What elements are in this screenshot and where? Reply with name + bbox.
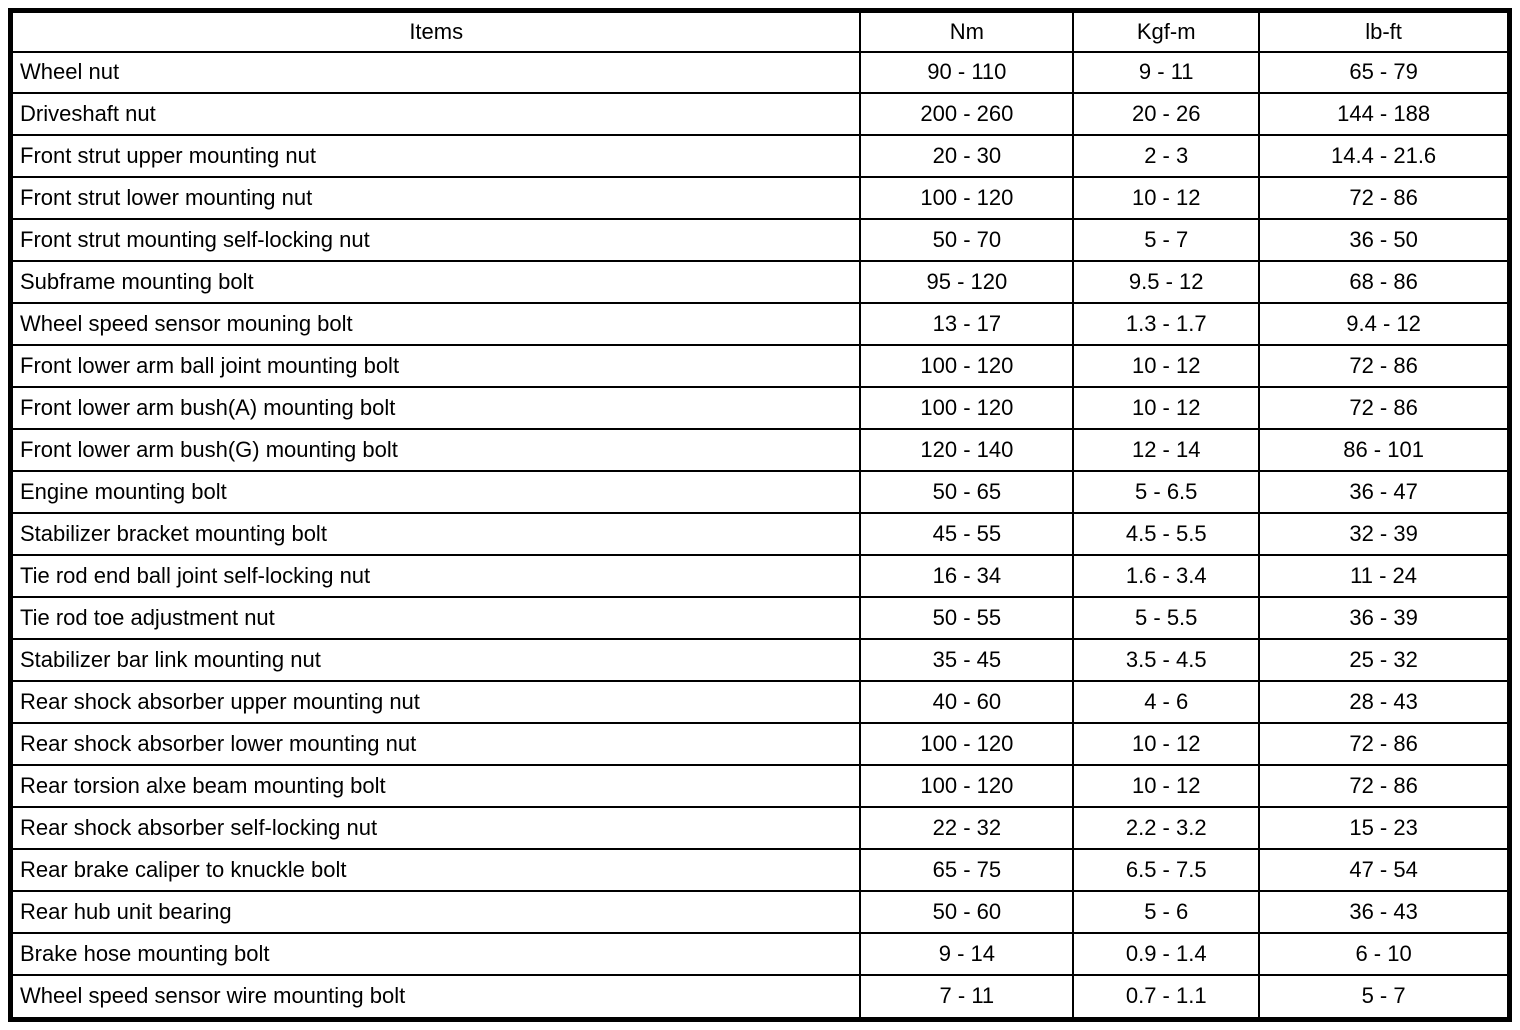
- torque-value-cell: 86 - 101: [1259, 429, 1509, 471]
- table-row: [11, 93, 1510, 135]
- torque-value-cell: 65 - 75: [860, 849, 1073, 891]
- item-name-cell: Rear shock absorber lower mounting nut: [11, 723, 861, 765]
- table-row: [11, 345, 1510, 387]
- item-name-cell: Tie rod toe adjustment nut: [11, 597, 861, 639]
- torque-value-cell: 36 - 50: [1259, 219, 1509, 261]
- torque-value-cell: 50 - 65: [860, 471, 1073, 513]
- torque-value-cell: 10 - 12: [1073, 177, 1259, 219]
- torque-value-cell: 25 - 32: [1259, 639, 1509, 681]
- torque-value-cell: 144 - 188: [1259, 93, 1509, 135]
- table-row: [11, 681, 1510, 723]
- table-row: [11, 429, 1510, 471]
- torque-value-cell: 72 - 86: [1259, 765, 1509, 807]
- torque-value-cell: 6 - 10: [1259, 933, 1509, 975]
- column-header-items: Items: [11, 11, 861, 52]
- torque-value-cell: 4.5 - 5.5: [1073, 513, 1259, 555]
- torque-value-cell: 65 - 79: [1259, 52, 1509, 94]
- torque-value-cell: 47 - 54: [1259, 849, 1509, 891]
- torque-value-cell: 50 - 55: [860, 597, 1073, 639]
- torque-value-cell: 16 - 34: [860, 555, 1073, 597]
- table-row: [11, 639, 1510, 681]
- item-name-cell: Front strut mounting self-locking nut: [11, 219, 861, 261]
- torque-value-cell: 22 - 32: [860, 807, 1073, 849]
- table-row: [11, 471, 1510, 513]
- table-row: [11, 52, 1510, 94]
- table-row: [11, 849, 1510, 891]
- torque-value-cell: 36 - 43: [1259, 891, 1509, 933]
- item-name-cell: Wheel nut: [11, 52, 861, 94]
- table-row: [11, 597, 1510, 639]
- torque-value-cell: 0.9 - 1.4: [1073, 933, 1259, 975]
- item-name-cell: Front lower arm bush(A) mounting bolt: [11, 387, 861, 429]
- item-name-cell: Wheel speed sensor mouning bolt: [11, 303, 861, 345]
- torque-value-cell: 95 - 120: [860, 261, 1073, 303]
- torque-value-cell: 32 - 39: [1259, 513, 1509, 555]
- torque-value-cell: 35 - 45: [860, 639, 1073, 681]
- torque-value-cell: 36 - 39: [1259, 597, 1509, 639]
- torque-value-cell: 72 - 86: [1259, 387, 1509, 429]
- table-row: [11, 219, 1510, 261]
- torque-value-cell: 68 - 86: [1259, 261, 1509, 303]
- torque-value-cell: 9.4 - 12: [1259, 303, 1509, 345]
- torque-value-cell: 9 - 14: [860, 933, 1073, 975]
- torque-value-cell: 9 - 11: [1073, 52, 1259, 94]
- torque-value-cell: 5 - 5.5: [1073, 597, 1259, 639]
- torque-value-cell: 7 - 11: [860, 975, 1073, 1020]
- torque-value-cell: 11 - 24: [1259, 555, 1509, 597]
- torque-value-cell: 6.5 - 7.5: [1073, 849, 1259, 891]
- torque-value-cell: 5 - 7: [1073, 219, 1259, 261]
- item-name-cell: Tie rod end ball joint self-locking nut: [11, 555, 861, 597]
- item-name-cell: Rear hub unit bearing: [11, 891, 861, 933]
- table-row: [11, 723, 1510, 765]
- torque-value-cell: 12 - 14: [1073, 429, 1259, 471]
- torque-value-cell: 4 - 6: [1073, 681, 1259, 723]
- table-row: [11, 975, 1510, 1020]
- table-row: [11, 807, 1510, 849]
- torque-value-cell: 20 - 26: [1073, 93, 1259, 135]
- torque-value-cell: 1.6 - 3.4: [1073, 555, 1259, 597]
- torque-value-cell: 0.7 - 1.1: [1073, 975, 1259, 1020]
- torque-value-cell: 2.2 - 3.2: [1073, 807, 1259, 849]
- item-name-cell: Rear torsion alxe beam mounting bolt: [11, 765, 861, 807]
- table-row: [11, 891, 1510, 933]
- item-name-cell: Engine mounting bolt: [11, 471, 861, 513]
- table-row: [11, 933, 1510, 975]
- torque-value-cell: 200 - 260: [860, 93, 1073, 135]
- table-row: [11, 135, 1510, 177]
- item-name-cell: Stabilizer bracket mounting bolt: [11, 513, 861, 555]
- torque-value-cell: 45 - 55: [860, 513, 1073, 555]
- torque-value-cell: 40 - 60: [860, 681, 1073, 723]
- item-name-cell: Subframe mounting bolt: [11, 261, 861, 303]
- table-body: [11, 52, 1510, 1020]
- item-name-cell: Wheel speed sensor wire mounting bolt: [11, 975, 861, 1020]
- table-row: [11, 555, 1510, 597]
- torque-value-cell: 100 - 120: [860, 387, 1073, 429]
- item-name-cell: Front lower arm bush(G) mounting bolt: [11, 429, 861, 471]
- torque-value-cell: 100 - 120: [860, 765, 1073, 807]
- torque-value-cell: 5 - 6.5: [1073, 471, 1259, 513]
- table-row: [11, 177, 1510, 219]
- table-row: [11, 513, 1510, 555]
- torque-value-cell: 50 - 60: [860, 891, 1073, 933]
- item-name-cell: Front strut lower mounting nut: [11, 177, 861, 219]
- torque-value-cell: 10 - 12: [1073, 765, 1259, 807]
- torque-value-cell: 100 - 120: [860, 345, 1073, 387]
- torque-value-cell: 28 - 43: [1259, 681, 1509, 723]
- torque-value-cell: 90 - 110: [860, 52, 1073, 94]
- item-name-cell: Rear shock absorber self-locking nut: [11, 807, 861, 849]
- column-header-kgf-m: Kgf-m: [1073, 11, 1259, 52]
- column-header-nm: Nm: [860, 11, 1073, 52]
- item-name-cell: Rear brake caliper to knuckle bolt: [11, 849, 861, 891]
- torque-value-cell: 20 - 30: [860, 135, 1073, 177]
- torque-value-cell: 50 - 70: [860, 219, 1073, 261]
- torque-value-cell: 9.5 - 12: [1073, 261, 1259, 303]
- torque-value-cell: 10 - 12: [1073, 723, 1259, 765]
- table-row: [11, 261, 1510, 303]
- torque-value-cell: 120 - 140: [860, 429, 1073, 471]
- torque-value-cell: 15 - 23: [1259, 807, 1509, 849]
- item-name-cell: Rear shock absorber upper mounting nut: [11, 681, 861, 723]
- item-name-cell: Front strut upper mounting nut: [11, 135, 861, 177]
- torque-value-cell: 10 - 12: [1073, 345, 1259, 387]
- torque-value-cell: 36 - 47: [1259, 471, 1509, 513]
- table-row: [11, 765, 1510, 807]
- torque-spec-table: [8, 8, 1512, 1022]
- torque-value-cell: 100 - 120: [860, 723, 1073, 765]
- torque-value-cell: 1.3 - 1.7: [1073, 303, 1259, 345]
- item-name-cell: Stabilizer bar link mounting nut: [11, 639, 861, 681]
- torque-value-cell: 3.5 - 4.5: [1073, 639, 1259, 681]
- table-row: [11, 303, 1510, 345]
- torque-value-cell: 5 - 7: [1259, 975, 1509, 1020]
- torque-value-cell: 100 - 120: [860, 177, 1073, 219]
- torque-value-cell: 72 - 86: [1259, 177, 1509, 219]
- torque-value-cell: 72 - 86: [1259, 723, 1509, 765]
- item-name-cell: Driveshaft nut: [11, 93, 861, 135]
- torque-value-cell: 5 - 6: [1073, 891, 1259, 933]
- table-row: [11, 387, 1510, 429]
- torque-value-cell: 10 - 12: [1073, 387, 1259, 429]
- table-header-row: [11, 11, 1510, 52]
- item-name-cell: Brake hose mounting bolt: [11, 933, 861, 975]
- torque-value-cell: 13 - 17: [860, 303, 1073, 345]
- torque-value-cell: 14.4 - 21.6: [1259, 135, 1509, 177]
- torque-value-cell: 72 - 86: [1259, 345, 1509, 387]
- item-name-cell: Front lower arm ball joint mounting bolt: [11, 345, 861, 387]
- column-header-lb-ft: lb-ft: [1259, 11, 1509, 52]
- torque-value-cell: 2 - 3: [1073, 135, 1259, 177]
